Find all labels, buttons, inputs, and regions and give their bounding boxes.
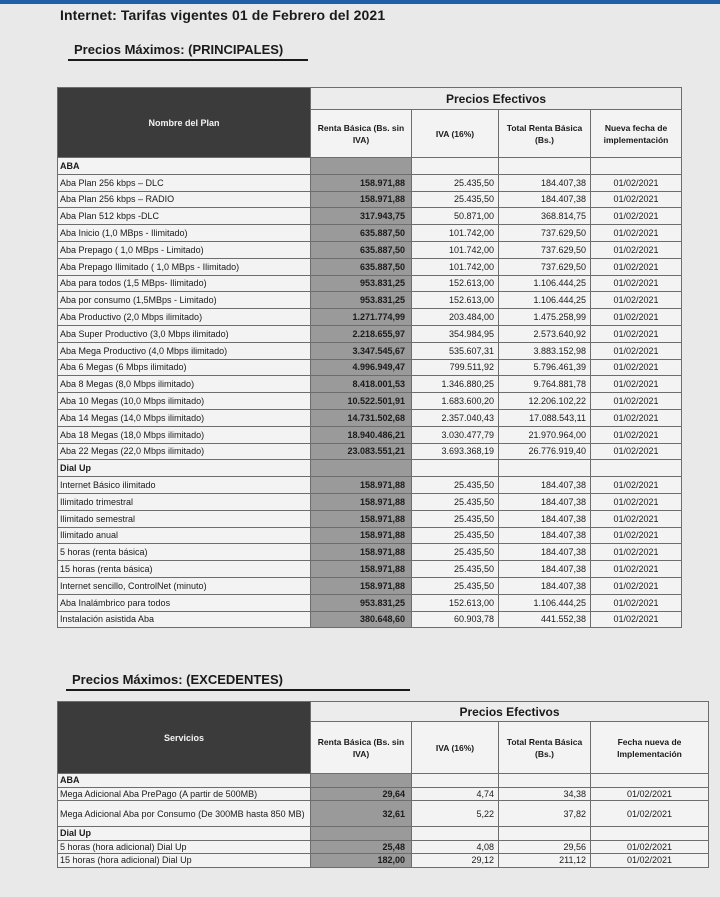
fecha-cell: 01/02/2021	[591, 477, 682, 494]
renta-cell: 158.971,88	[311, 527, 412, 544]
plan-name-cell: Ilimitado trimestral	[58, 493, 311, 510]
renta-cell: 23.083.551,21	[311, 443, 412, 460]
principales-table-body	[58, 158, 682, 628]
renta-cell: 3.347.545,67	[311, 342, 412, 359]
section-title-principales-text: Precios Máximos: (PRINCIPALES)	[74, 42, 284, 57]
col-header-renta: Renta Básica (Bs. sin IVA)	[311, 110, 412, 158]
fecha-cell: 01/02/2021	[591, 376, 682, 393]
renta-cell: 158.971,88	[311, 510, 412, 527]
total-cell: 737.629,50	[499, 225, 591, 242]
empty-cell	[499, 158, 591, 175]
plan-name-cell: Aba Prepago ( 1,0 MBps - Limitado)	[58, 241, 311, 258]
total-cell: 26.776.919,40	[499, 443, 591, 460]
iva-cell: 25.435,50	[412, 544, 499, 561]
section-underline	[66, 689, 410, 691]
renta-cell: 32,61	[311, 801, 412, 827]
total-cell: 737.629,50	[499, 241, 591, 258]
table-row	[58, 292, 682, 309]
plan-name-cell: Aba Productivo (2,0 Mbps ilimitado)	[58, 309, 311, 326]
renta-cell: 158.971,88	[311, 544, 412, 561]
plan-name-cell: Aba 18 Megas (18,0 Mbps ilimitado)	[58, 426, 311, 443]
renta-cell: 29,64	[311, 787, 412, 801]
fecha-cell: 01/02/2021	[591, 510, 682, 527]
plan-name-cell: Mega Adicional Aba PrePago (A partir de 500MB)	[58, 787, 311, 801]
plan-name-cell: Aba Inicio (1,0 MBps - Ilimitado)	[58, 225, 311, 242]
empty-cell	[499, 774, 591, 788]
total-cell: 184.407,38	[499, 477, 591, 494]
table-row	[58, 493, 682, 510]
fecha-cell: 01/02/2021	[591, 801, 709, 827]
total-cell: 441.552,38	[499, 611, 591, 628]
table-row	[58, 409, 682, 426]
empty-cell	[412, 460, 499, 477]
renta-cell: 953.831,25	[311, 292, 412, 309]
col-group-precios-efectivos: Precios Efectivos	[311, 702, 709, 722]
fecha-cell: 01/02/2021	[591, 275, 682, 292]
plan-name-cell: Aba Super Productivo (3,0 Mbps ilimitado)	[58, 325, 311, 342]
fecha-cell: 01/02/2021	[591, 854, 709, 868]
plan-name-cell: Aba Plan 256 kbps – RADIO	[58, 191, 311, 208]
table-row	[58, 275, 682, 292]
iva-cell: 101.742,00	[412, 225, 499, 242]
iva-cell: 3.030.477,79	[412, 426, 499, 443]
table-row	[58, 510, 682, 527]
table-row	[58, 309, 682, 326]
fecha-cell: 01/02/2021	[591, 840, 709, 854]
fecha-cell: 01/02/2021	[591, 409, 682, 426]
renta-cell: 635.887,50	[311, 225, 412, 242]
empty-cell	[591, 158, 682, 175]
table-row	[58, 594, 682, 611]
empty-cell	[591, 774, 709, 788]
renta-cell: 4.996.949,47	[311, 359, 412, 376]
total-cell: 29,56	[499, 840, 591, 854]
renta-cell: 158.971,88	[311, 561, 412, 578]
fecha-cell: 01/02/2021	[591, 359, 682, 376]
iva-cell: 354.984,95	[412, 325, 499, 342]
fecha-cell: 01/02/2021	[591, 594, 682, 611]
iva-cell: 25.435,50	[412, 510, 499, 527]
iva-cell: 1.346.880,25	[412, 376, 499, 393]
table-row	[58, 801, 709, 827]
plan-name-cell: 5 horas (hora adicional) Dial Up	[58, 840, 311, 854]
section-underline	[68, 59, 308, 61]
renta-cell: 635.887,50	[311, 241, 412, 258]
col-header-renta: Renta Básica (Bs. sin IVA)	[311, 722, 412, 774]
table-row	[58, 191, 682, 208]
total-cell: 184.407,38	[499, 527, 591, 544]
iva-cell: 25.435,50	[412, 527, 499, 544]
empty-cell	[311, 158, 412, 175]
table-row	[58, 325, 682, 342]
col-header-plan-name: Nombre del Plan	[58, 88, 311, 158]
total-cell: 1.106.444,25	[499, 292, 591, 309]
total-cell: 184.407,38	[499, 577, 591, 594]
renta-cell: 158.971,88	[311, 477, 412, 494]
plan-name-cell: 15 horas (renta básica)	[58, 561, 311, 578]
total-cell: 9.764.881,78	[499, 376, 591, 393]
empty-cell	[311, 460, 412, 477]
table-row	[58, 174, 682, 191]
table-row	[58, 376, 682, 393]
group-label: Dial Up	[58, 827, 311, 841]
empty-cell	[591, 460, 682, 477]
total-cell: 21.970.964,00	[499, 426, 591, 443]
fecha-cell: 01/02/2021	[591, 208, 682, 225]
fecha-cell: 01/02/2021	[591, 342, 682, 359]
empty-cell	[499, 460, 591, 477]
table-row	[58, 477, 682, 494]
iva-cell: 60.903,78	[412, 611, 499, 628]
fecha-cell: 01/02/2021	[591, 174, 682, 191]
total-cell: 12.206.102,22	[499, 393, 591, 410]
fecha-cell: 01/02/2021	[591, 292, 682, 309]
table-row	[58, 258, 682, 275]
iva-cell: 4,08	[412, 840, 499, 854]
total-cell: 1.475.258,99	[499, 309, 591, 326]
renta-cell: 953.831,25	[311, 275, 412, 292]
fecha-cell: 01/02/2021	[591, 225, 682, 242]
iva-cell: 535.607,31	[412, 342, 499, 359]
total-cell: 1.106.444,25	[499, 594, 591, 611]
col-header-total: Total Renta Básica (Bs.)	[499, 110, 591, 158]
plan-name-cell: Mega Adicional Aba por Consumo (De 300MB hasta 850 MB)	[58, 801, 311, 827]
col-header-iva: IVA (16%)	[412, 722, 499, 774]
table-row	[58, 393, 682, 410]
table-row	[58, 577, 682, 594]
empty-cell	[499, 827, 591, 841]
empty-cell	[412, 774, 499, 788]
table-row	[58, 544, 682, 561]
plan-name-cell: Aba Mega Productivo (4,0 Mbps ilimitado)	[58, 342, 311, 359]
col-header-fecha: Fecha nueva de Implementación	[591, 722, 709, 774]
fecha-cell: 01/02/2021	[591, 577, 682, 594]
plan-name-cell: Aba 22 Megas (22,0 Mbps ilimitado)	[58, 443, 311, 460]
renta-cell: 158.971,88	[311, 191, 412, 208]
renta-cell: 1.271.774,99	[311, 309, 412, 326]
total-cell: 3.883.152,98	[499, 342, 591, 359]
total-cell: 211,12	[499, 854, 591, 868]
table-row	[58, 426, 682, 443]
iva-cell: 25.435,50	[412, 561, 499, 578]
table-row	[58, 527, 682, 544]
group-label: ABA	[58, 774, 311, 788]
col-header-total: Total Renta Básica (Bs.)	[499, 722, 591, 774]
fecha-cell: 01/02/2021	[591, 309, 682, 326]
renta-cell: 10.522.501,91	[311, 393, 412, 410]
renta-cell: 14.731.502,68	[311, 409, 412, 426]
renta-cell: 635.887,50	[311, 258, 412, 275]
plan-name-cell: 15 horas (hora adicional) Dial Up	[58, 854, 311, 868]
fecha-cell: 01/02/2021	[591, 393, 682, 410]
table-row	[58, 840, 709, 854]
iva-cell: 29,12	[412, 854, 499, 868]
iva-cell: 5,22	[412, 801, 499, 827]
iva-cell: 25.435,50	[412, 577, 499, 594]
section-title-excedentes-text: Precios Máximos: (EXCEDENTES)	[72, 672, 283, 687]
renta-cell: 8.418.001,53	[311, 376, 412, 393]
group-row	[58, 158, 682, 175]
iva-cell: 25.435,50	[412, 191, 499, 208]
total-cell: 2.573.640,92	[499, 325, 591, 342]
table-row	[58, 443, 682, 460]
plan-name-cell: Aba Plan 256 kbps – DLC	[58, 174, 311, 191]
total-cell: 184.407,38	[499, 493, 591, 510]
iva-cell: 2.357.040,43	[412, 409, 499, 426]
empty-cell	[311, 774, 412, 788]
total-cell: 17.088.543,11	[499, 409, 591, 426]
fecha-cell: 01/02/2021	[591, 426, 682, 443]
section-title-principales	[74, 42, 283, 57]
fecha-cell: 01/02/2021	[591, 544, 682, 561]
total-cell: 184.407,38	[499, 174, 591, 191]
iva-cell: 3.693.368,19	[412, 443, 499, 460]
empty-cell	[412, 158, 499, 175]
fecha-cell: 01/02/2021	[591, 561, 682, 578]
iva-cell: 25.435,50	[412, 477, 499, 494]
group-row	[58, 827, 709, 841]
fecha-cell: 01/02/2021	[591, 191, 682, 208]
iva-cell: 101.742,00	[412, 258, 499, 275]
plan-name-cell: Aba 6 Megas (6 Mbps ilimitado)	[58, 359, 311, 376]
total-cell: 737.629,50	[499, 258, 591, 275]
total-cell: 5.796.461,39	[499, 359, 591, 376]
renta-cell: 25,48	[311, 840, 412, 854]
plan-name-cell: Aba para todos (1,5 MBps- Ilimitado)	[58, 275, 311, 292]
fecha-cell: 01/02/2021	[591, 611, 682, 628]
table-row	[58, 611, 682, 628]
iva-cell: 799.511,92	[412, 359, 499, 376]
table-row	[58, 854, 709, 868]
table-row	[58, 241, 682, 258]
excedentes-table	[57, 701, 709, 868]
total-cell: 184.407,38	[499, 191, 591, 208]
plan-name-cell: Aba por consumo (1,5MBps - Limitado)	[58, 292, 311, 309]
group-row	[58, 774, 709, 788]
iva-cell: 1.683.600,20	[412, 393, 499, 410]
plan-name-cell: Aba 14 Megas (14,0 Mbps ilimitado)	[58, 409, 311, 426]
total-cell: 184.407,38	[499, 544, 591, 561]
empty-cell	[311, 827, 412, 841]
total-cell: 1.106.444,25	[499, 275, 591, 292]
iva-cell: 152.613,00	[412, 292, 499, 309]
fecha-cell: 01/02/2021	[591, 258, 682, 275]
table-row	[58, 342, 682, 359]
top-accent-bar	[0, 0, 720, 4]
plan-name-cell: 5 horas (renta básica)	[58, 544, 311, 561]
iva-cell: 203.484,00	[412, 309, 499, 326]
empty-cell	[412, 827, 499, 841]
renta-cell: 158.971,88	[311, 174, 412, 191]
iva-cell: 25.435,50	[412, 174, 499, 191]
plan-name-cell: Internet sencillo, ControlNet (minuto)	[58, 577, 311, 594]
fecha-cell: 01/02/2021	[591, 527, 682, 544]
fecha-cell: 01/02/2021	[591, 241, 682, 258]
section-title-excedentes	[72, 672, 283, 687]
renta-cell: 317.943,75	[311, 208, 412, 225]
plan-name-cell: Internet Básico ilimitado	[58, 477, 311, 494]
plan-name-cell: Aba Inalámbrico para todos	[58, 594, 311, 611]
col-header-iva: IVA (16%)	[412, 110, 499, 158]
renta-cell: 182,00	[311, 854, 412, 868]
table-row	[58, 359, 682, 376]
renta-cell: 953.831,25	[311, 594, 412, 611]
col-header-servicios: Servicios	[58, 702, 311, 774]
fecha-cell: 01/02/2021	[591, 443, 682, 460]
table-row	[58, 787, 709, 801]
iva-cell: 50.871,00	[412, 208, 499, 225]
total-cell: 368.814,75	[499, 208, 591, 225]
renta-cell: 2.218.655,97	[311, 325, 412, 342]
renta-cell: 158.971,88	[311, 493, 412, 510]
col-header-fecha: Nueva fecha de implementación	[591, 110, 682, 158]
excedentes-table-body	[58, 774, 709, 868]
table-row	[58, 225, 682, 242]
iva-cell: 152.613,00	[412, 594, 499, 611]
total-cell: 184.407,38	[499, 561, 591, 578]
plan-name-cell: Aba 8 Megas (8,0 Mbps ilimitado)	[58, 376, 311, 393]
iva-cell: 152.613,00	[412, 275, 499, 292]
table-row	[58, 208, 682, 225]
renta-cell: 158.971,88	[311, 577, 412, 594]
plan-name-cell: Ilimitado anual	[58, 527, 311, 544]
fecha-cell: 01/02/2021	[591, 325, 682, 342]
col-group-precios-efectivos: Precios Efectivos	[311, 88, 682, 110]
plan-name-cell: Instalación asistida Aba	[58, 611, 311, 628]
group-label: ABA	[58, 158, 311, 175]
total-cell: 34,38	[499, 787, 591, 801]
iva-cell: 101.742,00	[412, 241, 499, 258]
total-cell: 37,82	[499, 801, 591, 827]
plan-name-cell: Aba Prepago Ilimitado ( 1,0 MBps - Ilimitado)	[58, 258, 311, 275]
group-row	[58, 460, 682, 477]
iva-cell: 4,74	[412, 787, 499, 801]
plan-name-cell: Aba Plan 512 kbps -DLC	[58, 208, 311, 225]
iva-cell: 25.435,50	[412, 493, 499, 510]
principales-table	[57, 87, 682, 628]
group-label: Dial Up	[58, 460, 311, 477]
renta-cell: 380.648,60	[311, 611, 412, 628]
document-title: Internet: Tarifas vigentes 01 de Febrero del 2021	[60, 7, 386, 23]
renta-cell: 18.940.486,21	[311, 426, 412, 443]
plan-name-cell: Aba 10 Megas (10,0 Mbps ilimitado)	[58, 393, 311, 410]
fecha-cell: 01/02/2021	[591, 787, 709, 801]
total-cell: 184.407,38	[499, 510, 591, 527]
empty-cell	[591, 827, 709, 841]
table-row	[58, 561, 682, 578]
plan-name-cell: Ilimitado semestral	[58, 510, 311, 527]
fecha-cell: 01/02/2021	[591, 493, 682, 510]
